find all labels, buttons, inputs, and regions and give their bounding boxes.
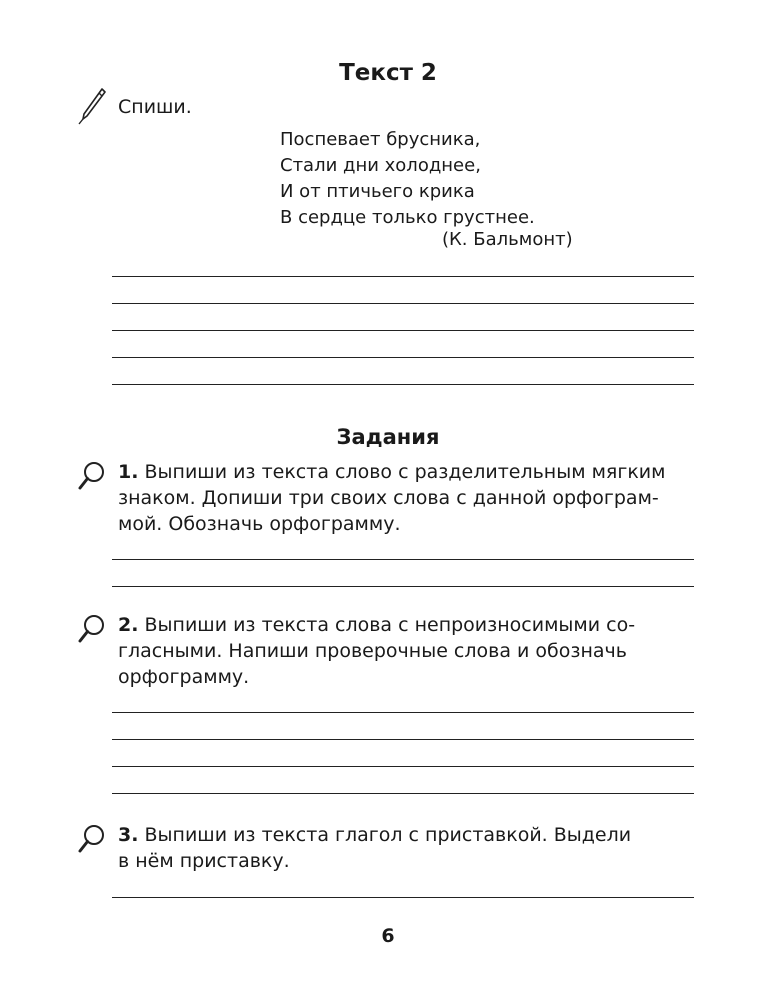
task-text-line: знаком. Допиши три своих слова с данной орфограм- — [118, 487, 659, 509]
answer-line — [112, 357, 694, 358]
magnifier-icon — [76, 460, 106, 494]
poem-author: (К. Бальмонт) — [442, 229, 573, 250]
task-text-line: Выпиши из текста глагол с приставкой. Выдели — [144, 824, 632, 846]
section-title: Задания — [336, 425, 440, 449]
answer-line — [112, 766, 694, 767]
answer-line — [112, 559, 694, 560]
magnifier-icon — [76, 823, 106, 857]
answer-line — [112, 586, 694, 587]
page-number: 6 — [381, 925, 395, 947]
task-text-line: мой. Обозначь орфограмму. — [118, 513, 401, 535]
magnifier-icon — [76, 613, 106, 647]
poem — [280, 127, 535, 231]
task-text-line: в нём приставку. — [118, 850, 290, 872]
task-2 — [118, 612, 693, 690]
task-number: 1. — [118, 461, 139, 483]
task-text-line: Выпиши из текста слово с разделительным мягким — [144, 461, 666, 483]
answer-line — [112, 739, 694, 740]
task-text-line: гласными. Напиши проверочные слова и обозначь — [118, 640, 627, 662]
pencil-icon — [76, 86, 106, 126]
answer-line — [112, 793, 694, 794]
task-number: 2. — [118, 614, 139, 636]
poem-line: Поспевает брусника, — [280, 129, 481, 150]
instruction-text: Спиши. — [118, 96, 192, 118]
poem-line: Стали дни холоднее, — [280, 155, 481, 176]
answer-line — [112, 384, 694, 385]
page-title: Текст 2 — [339, 60, 437, 86]
answer-line — [112, 897, 694, 898]
answer-line — [112, 303, 694, 304]
task-number: 3. — [118, 824, 139, 846]
answer-line — [112, 712, 694, 713]
answer-line — [112, 276, 694, 277]
task-1 — [118, 459, 693, 537]
task-text-line: Выпиши из текста слова с непроизносимыми со- — [144, 614, 636, 636]
poem-line: В сердце только грустнее. — [280, 207, 535, 228]
poem-line: И от птичьего крика — [280, 181, 475, 202]
answer-line — [112, 330, 694, 331]
task-text-line: орфограмму. — [118, 666, 250, 688]
task-3 — [118, 822, 693, 874]
